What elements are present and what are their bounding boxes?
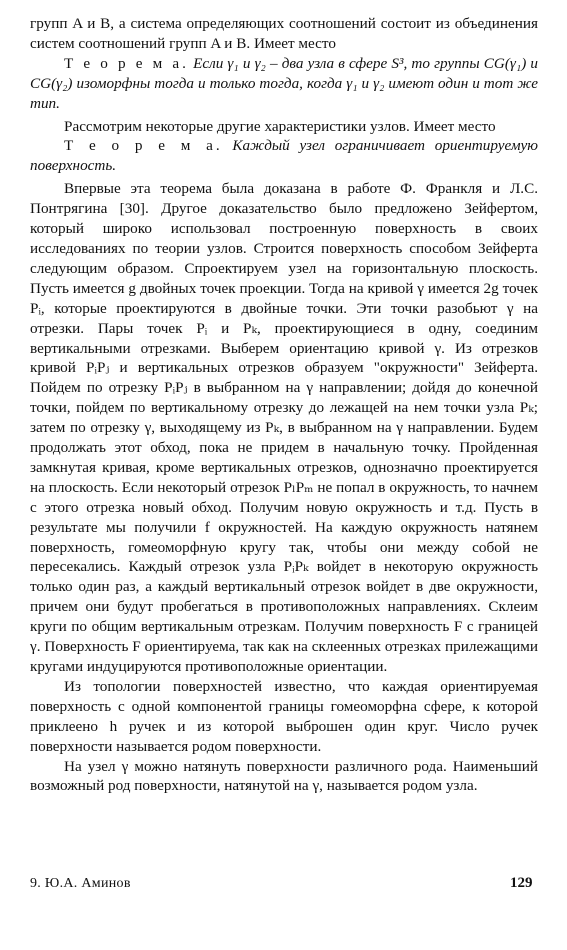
footer-signature: 9. Ю.А. Аминов [30,876,131,891]
paragraph-1: групп A и B, а система определяющих соотношений состоит из объединения систем соотношений групп A и B. Имеет место [30,15,538,52]
theorem-1 [30,54,538,114]
theorem-1-label: Т е о р е м а. [64,54,189,72]
paragraph-2: Рассмотрим некоторые другие характеристики узлов. Имеет место [64,117,496,135]
theorem-1-statement: Если γ₁ и γ₂ – два узла в сфере S³, то группы CG(γ₁) и CG(γ₂) изоморфны тогда и только тогда, когда γ₁ и γ₂ имеют один и тот же тип. [30,54,538,112]
theorem-2-statement: Каждый узел ограничивает ориентируемую поверхность. [30,137,538,175]
page-number: 129 [510,875,533,891]
paragraph-4: Из топологии поверхностей известно, что каждая ориентируемая поверхность с одной компонентой границы гомеоморфна сфере, к которой приклеено h ручек и из которой выброшен один круг. Число ручек поверхности называется родом поверхности. [30,677,538,755]
theorem-2-label: Т е о р е м а. [64,137,223,155]
paragraph-3: Впервые эта теорема была доказана в работе Ф. Франкля и Л.С. Понтрягина [30]. Другое доказательство было предложено Зейфертом, который широко использовал построенную поверхность в своих исследованиях по теории узлов. Строится поверхность способом Зейферта следующим образом. Спроектируем узел на горизонтальную плоскость. Пусть имеется g двойных точек проекции. Тогда на кривой γ имеется 2g точек Pᵢ, которые проектируются в двойные точки. Эти точки разобьют γ на отрезки. Пары точек Pᵢ и Pₖ, проектирующиеся в одну, соединим вертикальными отрезками. Выберем ориентацию кривой γ. Из отрезков кривой PᵢPⱼ и вертикальных отрезков образуем "окружности" Зейферта. Пойдем по отрезку PᵢPⱼ в выбранном на γ направлении; дойдя до конечной точки, пойдем по вертикальному отрезку до лежащей на нем точки узла Pₖ; затем по отрезку γ, выходящему из Pₖ, в выбранном на γ направлении. Будем продолжать этот обход, пока не придем в начальную точку. Пройденная замкнутая кривая, кроме вертикальных отрезков, однозначно проектируется на плоскость. Если некоторый отрезок PₗPₘ не попал в окружность, то начнем с этого отрезка новый обход. Получим новую окружность и т.д. Пусть в результате мы получили f окружностей. На каждую окружность натянем поверхность, гомеоморфную кругу так, чтобы они между собой не пересекались. Каждый отрезок узла PᵢPₖ войдет в некоторую окружность только один раз, а каждый вертикальный отрезок войдет в две окружности, причем они будут пробегаться в противоположных направлениях. Склеим круги по общим вертикальным отрезкам. Получим поверхность F с границей γ. Поверхность F ориентируема, так как на склеенных отрезках прилежащими кругами индуцируются противоположные ориентации. [30,180,538,675]
theorem-2 [30,136,538,176]
paragraph-5: На узел γ можно натянуть поверхности различного рода. Наименьший возможный род поверхности, натянутой на γ, называется родом узла. [30,757,538,795]
page-body [30,14,538,796]
